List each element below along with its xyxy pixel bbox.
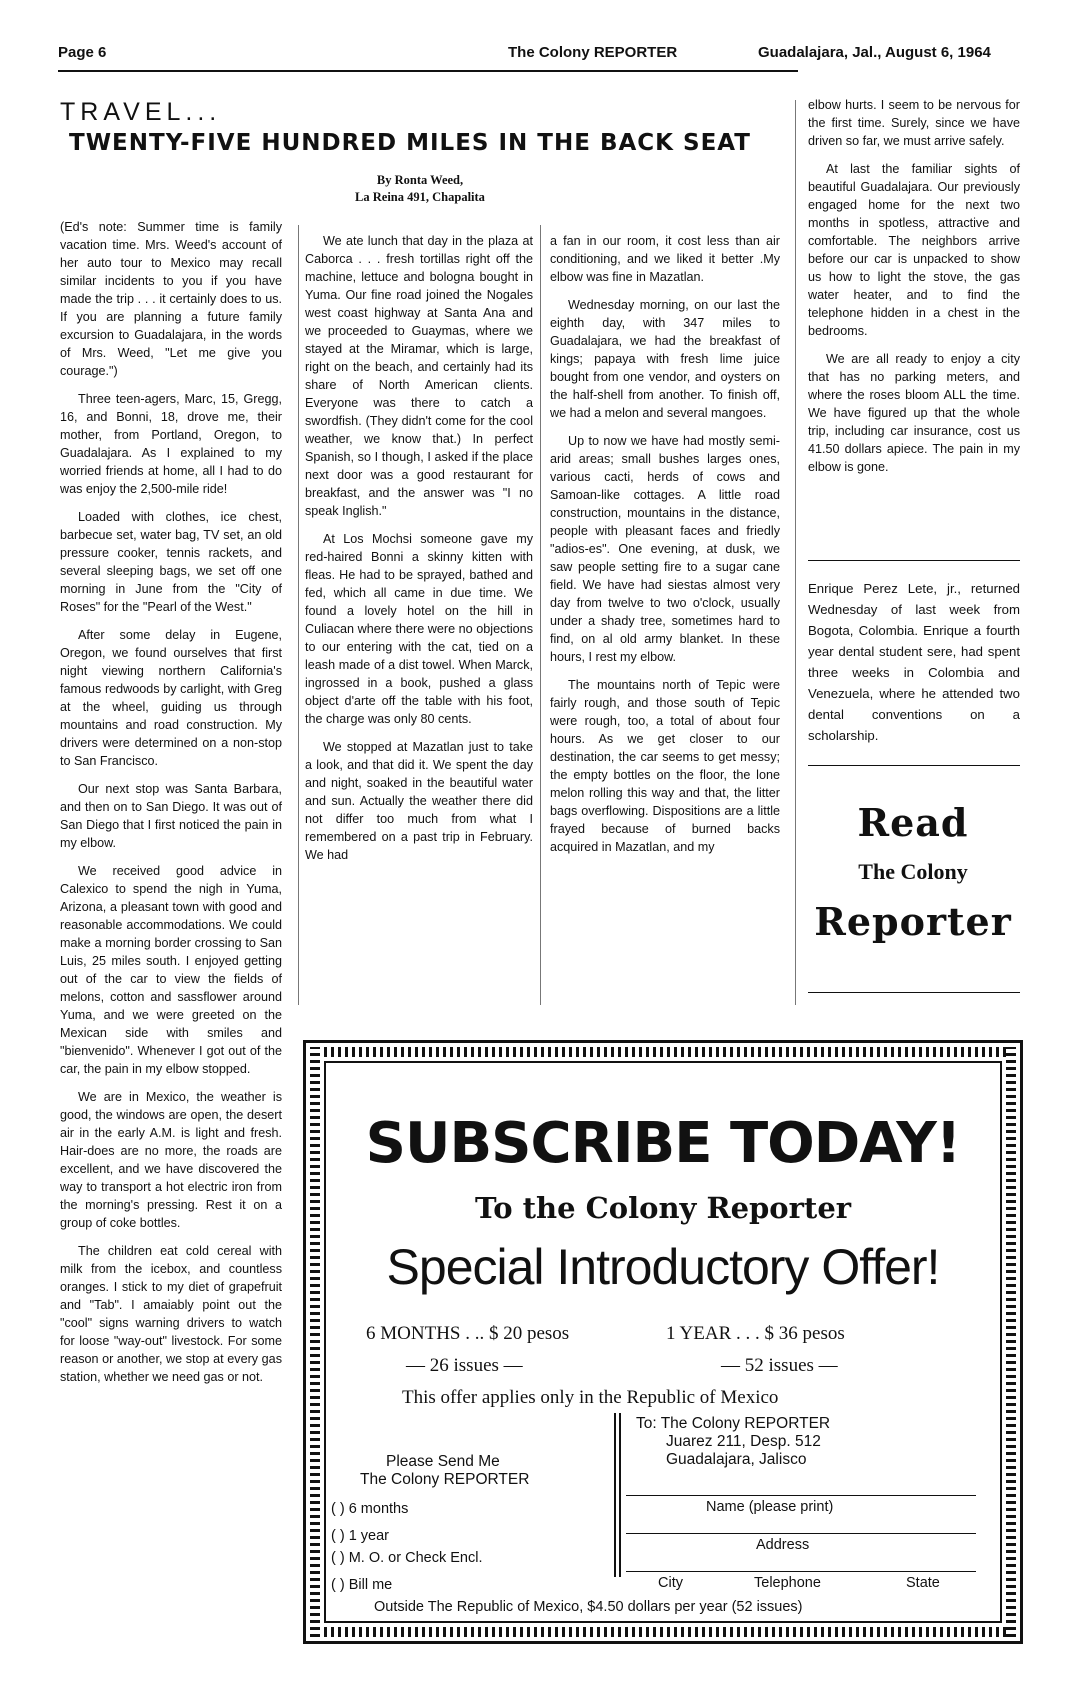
- option-bill-me[interactable]: ( ) Bill me: [331, 1577, 393, 1593]
- option-one-year[interactable]: ( ) 1 year: [331, 1528, 390, 1544]
- article-paragraph: At last the familiar sights of beautiful Guadalajara. Our previously engaged home for the next two months in spotless, attractive and comfortable. The neighbors arrive before our car is unpacked to show us how to light the stove, the gas water heater, and to find the telephone hidden in a chest in the bedrooms.: [808, 162, 1020, 338]
- article-paragraph: Up to now we have had mostly semi-arid areas; small bushes larges ones, various cacti, herds of cows and Samoan-like cottages. A little road construction, mountains in the distance, people with pleasant faces and friedly "adios-es". One evening, at dusk, we saw people setting fire to a sugar cane field. We have had siestas almost very day from twelve to two o'clock, usually under a shady tree, sometimes hard to find, on al old army blanket. In these hours, I rest my elbow.: [550, 434, 780, 664]
- article-paragraph: The children eat cold cereal with milk from the icebox, and countless oranges. I stick to my diet of grapefruit and "Tab". I amaiably point out the "cool" signs warning drivers to watch for loose "way-out" livestock. For some reason or another, we stop at every gas station, whether we need gas or not.: [60, 1244, 282, 1384]
- form-divider: [614, 1413, 616, 1577]
- article-column-1: [60, 218, 282, 1396]
- name-line[interactable]: [626, 1495, 976, 1496]
- form-title-2: The Colony REPORTER: [360, 1471, 530, 1488]
- ad-offer: Special Introductory Offer!: [386, 1239, 940, 1295]
- mail-to-2: Juarez 211, Desp. 512: [666, 1433, 821, 1450]
- ornamental-border: [310, 1047, 320, 1637]
- promo-the-colony: The Colony: [858, 859, 968, 884]
- paper-name: The Colony REPORTER: [508, 44, 678, 61]
- promo-read: Read: [857, 800, 969, 845]
- page-number: Page 6: [58, 44, 107, 61]
- promo-reporter: Reporter: [814, 899, 1012, 944]
- mail-to-3: Guadalajara, Jalisco: [666, 1451, 807, 1468]
- headline: TWENTY-FIVE HUNDRED MILES IN THE BACK SEAT: [69, 130, 751, 156]
- section-rule: [808, 992, 1020, 993]
- brief-text: Enrique Perez Lete, jr., returned Wednesday of last week from Bogota, Colombia. Enrique a fourth year dental student sere, had spent three weeks in Colombia and Venezuela, where he attended two dental conventions on a scholarship.: [808, 581, 1020, 743]
- article-paragraph: We stopped at Mazatlan just to take a look, and that did it. We spent the day and night, soaked in the beautiful water and sun. Actually the weather there did not differ too much from what I remembered on a past trip in February. We had: [305, 740, 533, 862]
- byline: [250, 172, 590, 206]
- ad-inner-frame: [324, 1061, 1002, 1623]
- column-divider: [795, 100, 796, 1005]
- article-paragraph: Our next stop was Santa Barbara, and then on to San Diego. It was out of San Diego that I first noticed the pain in my elbow.: [60, 782, 282, 850]
- form-divider: [619, 1413, 621, 1577]
- section-rule: [808, 765, 1020, 766]
- article-paragraph: Wednesday morning, on our last the eighth day, with 347 miles to Guadalajara, we had the breakfast of kings; papaya with fresh lime juice bought from one vendor, and oysters on the half-shell from another. To finish off, we had a melon and several mangoes.: [550, 298, 780, 420]
- article-column-3: [550, 232, 780, 866]
- address-label: Address: [756, 1537, 810, 1553]
- masthead-rule: [58, 70, 798, 72]
- six-month-price: 6 MONTHS . .. $ 20 pesos: [366, 1323, 570, 1344]
- mail-to-1: To: The Colony REPORTER: [636, 1415, 831, 1432]
- city-line[interactable]: [626, 1571, 976, 1572]
- byline-address: La Reina 491, Chapalita: [355, 190, 485, 204]
- state-label: State: [906, 1575, 940, 1591]
- masthead: [58, 44, 1013, 66]
- ornamental-border: [1006, 1047, 1016, 1637]
- dateline: Guadalajara, Jal., August 6, 1964: [758, 44, 991, 61]
- one-year-issues: — 52 issues —: [721, 1355, 838, 1376]
- article-paragraph: We received good advice in Calexico to spend the nigh in Yuma, Arizona, a pleasant town with good and reasonable accommodations. We could make a morning border crossing to San Luis, 25 miles south. I enjoyed getting out of the car to view the fields of melons, cotton and sassflower around Yuma, and we were greeted on the Mexican side with smiles and "bienvenido". Whenever I got out of the car, the pain in my elbow stopped.: [60, 864, 282, 1076]
- article-paragraph: After some delay in Eugene, Oregon, we found ourselves that first night viewing northern California's famous redwoods by carlight, with Greg at the wheel, guiding us through mountains and road construction. My drivers were determined on a non-stop to San Francisco.: [60, 628, 282, 768]
- six-month-issues: — 26 issues —: [406, 1355, 523, 1376]
- news-brief: [808, 578, 1020, 756]
- name-label: Name (please print): [706, 1499, 834, 1515]
- option-money-order[interactable]: ( ) M. O. or Check Encl.: [331, 1550, 483, 1566]
- article-paragraph: a fan in our room, it cost less than air conditioning, and we liked it better .My elbow was fine in Mazatlan.: [550, 234, 780, 284]
- article-paragraph: Loaded with clothes, ice chest, barbecue set, water bag, TV set, an old pressure cooker, tennis rackets, and several sleeping bags, we set off one morning in June from the "City of Roses" for the "Pearl of the West.": [60, 510, 282, 614]
- address-line[interactable]: [626, 1533, 976, 1534]
- article-column-4: [808, 96, 1020, 486]
- ornamental-border: [310, 1627, 1016, 1637]
- option-six-months[interactable]: ( ) 6 months: [331, 1501, 409, 1517]
- ad-title: SUBSCRIBE TODAY!: [365, 1111, 961, 1176]
- article-paragraph: We are all ready to enjoy a city that has no parking meters, and where the roses bloom ALL the time. We have figured up that the whole trip, including car insurance, cost us 41.50 dollars apiece. The pain in my elbow is gone.: [808, 352, 1020, 474]
- article-paragraph: At Los Mochsi someone gave my red-haired Bonni a skinny kitten with fleas. He had to be sprayed, bathed and fed, which all came in due time. We found a lovely hotel on the hill in Culiacan where there were no objections to our entering with the cat, tied on a leash made of a dist towel. When Marck, ingrossed in a book, pushed a glass object d'arte off the table with his foot, the charge was only 80 cents.: [305, 532, 533, 726]
- article-paragraph: We are in Mexico, the weather is good, the windows are open, the desert air in the early A.M. is light and fresh. Hair-does are no more, the roads are excellent, and we have discovered the way to transport a hot electric iron from the morning's pressing. Rest it on a group of coke bottles.: [60, 1090, 282, 1230]
- ornamental-border: [310, 1047, 1016, 1057]
- column-divider: [298, 225, 299, 1005]
- form-title-1: Please Send Me: [386, 1453, 500, 1470]
- column-divider: [540, 225, 541, 1005]
- article-paragraph: elbow hurts. I seem to be nervous for the first time. Surely, since we have driven so far, we must arrive safely.: [808, 98, 1020, 148]
- city-label: City: [658, 1575, 683, 1591]
- article-paragraph: We ate lunch that day in the plaza at Caborca . . . fresh tortillas right off the machine, lettuce and bologna bought in Yuma. Our fine road joined the Nogales west coast highway at Santa Ana and we proceeded to Guaymas, where we stayed at the Miramar, which is large, right on the beach, and certainly had its share of North American clients. Everyone was there to catch a swordfish. (They didn't come for the cool weather, we know that.) In perfect Spanish, so I though, I asked if the place next door was a good restaurant for breakfast, and the answer was "I no speak Inglish.": [305, 234, 533, 518]
- telephone-label: Telephone: [754, 1575, 821, 1591]
- article-column-2: [305, 232, 533, 874]
- article-paragraph: The mountains north of Tepic were fairly rough, and those south of Tepic were rough, too, a total of about four hours. As we get closer to our destination, the car seems to get messy; the empty bottles on the floor, the lone melon rolling this way and that, the litter bags overflowing. Dispositions are a little frayed because of burned backs acquired in Mazatlan, and my: [550, 678, 780, 854]
- one-year-price: 1 YEAR . . . $ 36 pesos: [666, 1323, 845, 1344]
- ad-subtitle: To the Colony Reporter: [474, 1191, 852, 1225]
- promo-read-reporter: [798, 800, 1028, 944]
- subscription-ad: [303, 1040, 1023, 1644]
- article-paragraph: (Ed's note: Summer time is family vacation time. Mrs. Weed's account of her auto tour to Mexico may recall similar incidents to you if you have made the trip . . . it certainly does to us. If you are planning a future family excursion to Guadalajara, in the words of Mrs. Weed, "Let me give you courage."): [60, 220, 282, 378]
- byline-name: By Ronta Weed,: [376, 173, 464, 187]
- section-rule: [808, 560, 1020, 561]
- outside-mexico-price: Outside The Republic of Mexico, $4.50 dollars per year (52 issues): [374, 1599, 803, 1615]
- offer-scope: This offer applies only in the Republic of Mexico: [402, 1387, 779, 1408]
- article-paragraph: Three teen-agers, Marc, 15, Gregg, 16, and Bonni, 18, drove me, their mother, from Portland, Oregon, to Guadalajara. As I explained to my worried friends at home, all I had to do was enjoy the 2,500-mile ride!: [60, 392, 282, 496]
- kicker: TRAVEL...: [60, 98, 222, 126]
